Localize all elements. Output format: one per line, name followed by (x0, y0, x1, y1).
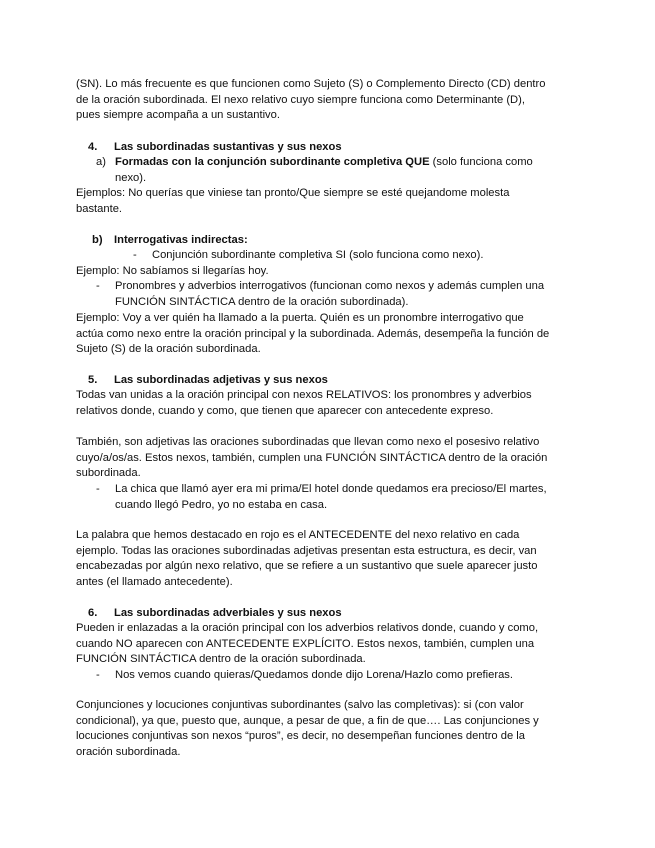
bullet-text: FUNCIÓN SINTÁCTICA dentro de la oración subordinada). (115, 295, 409, 308)
text-line: pues siempre acompaña a un sustantivo. (76, 109, 280, 122)
dash-marker: - (96, 669, 100, 681)
section-number: 5. (88, 374, 98, 386)
text-line: Conjunciones y locuciones conjuntivas subordinantes (salvo las completivas): si (con valor (76, 699, 524, 711)
dash-marker: - (96, 280, 100, 292)
subsection-text: nexo). (115, 171, 147, 184)
section-5-paragraph (76, 388, 581, 419)
section-4-heading (88, 140, 342, 156)
bullet-item (96, 482, 576, 513)
section-6-paragraph (76, 698, 581, 760)
intro-paragraph (76, 77, 581, 124)
example-paragraph (76, 311, 581, 358)
section-5-heading (88, 373, 328, 389)
bullet-text: cuando llegó Pedro, yo no estaba en casa. (115, 498, 328, 511)
text-line: Ejemplos: No querías que viniese tan pronto/Que siempre se esté quejandome molesta (76, 187, 510, 199)
bullet-text: Pronombres y adverbios interrogativos (funcionan como nexos y además cumplen una (115, 280, 545, 292)
text-line: ejemplo. Todas las oraciones subordinadas adjetivas presentan esta estructura, es decir, van (76, 544, 537, 557)
text-line: actúa como nexo entre la oración principal y la subordinada. Además, desempeña la función de (76, 327, 550, 340)
text-line: bastante. (76, 202, 123, 215)
subsection-bold-text: Formadas con la conjunción subordinante completiva QUE (115, 156, 430, 168)
text-line: condicional), ya que, puesto que, aunque, a pesar de que, a fin de que…. Las conjunciones y (76, 714, 539, 727)
section-5-paragraph (76, 528, 581, 590)
text-line: También, son adjetivas las oraciones subordinadas que llevan como nexo el posesivo relativo (76, 436, 540, 448)
subsection-b-heading (92, 233, 248, 249)
text-line: subordinada. (76, 467, 141, 480)
bullet-item (96, 668, 576, 684)
subsection-a (96, 155, 566, 186)
text-line: Ejemplo: Voy a ver quién ha llamado a la puerta. Quién es un pronombre interrogativo que (76, 312, 524, 324)
section-title: Las subordinadas sustantivas y sus nexos (114, 141, 342, 153)
text-line: Pueden ir enlazadas a la oración principal con los adverbios relativos donde, cuando y como, (76, 622, 539, 634)
bullet-text: Nos vemos cuando quieras/Quedamos donde dijo Lorena/Hazlo como prefieras. (115, 669, 514, 681)
text-line: oración subordinada. (76, 745, 181, 758)
bullet-text: Conjunción subordinante completiva SI (solo funciona como nexo). (152, 249, 484, 261)
example-line (76, 264, 581, 280)
text-line: cuyo/a/os/as. Estos nexos, también, cumplen una FUNCIÓN SINTÁCTICA dentro de la oración (76, 451, 548, 464)
text-line: relativos donde, cuando y como, que tienen que aparecer con antecedente expreso. (76, 404, 494, 417)
bullet-item (133, 248, 573, 264)
text-line: antes (el llamado antecedente). (76, 575, 233, 588)
section-5-paragraph (76, 435, 581, 482)
text-line: locuciones conjuntivas son nexos “puros”, es decir, no desempeñan funciones dentro de la (76, 730, 526, 743)
text-line: Ejemplo: No sabíamos si llegarías hoy. (76, 265, 269, 277)
text-line: Sujeto (S) de la oración subordinada. (76, 343, 261, 356)
dash-marker: - (96, 483, 100, 495)
text-line: FUNCIÓN SINTÁCTICA dentro de la oración subordinada. (76, 653, 366, 666)
section-number: 4. (88, 141, 98, 153)
bullet-item (96, 279, 576, 310)
text-line: encabezadas por algún nexo relativo, que se refiere a un sustantivo que suele aparecer justo (76, 560, 538, 573)
text-line: Todas van unidas a la oración principal con nexos RELATIVOS: los pronombres y adverbios (76, 389, 532, 401)
text-line: La palabra que hemos destacado en rojo es el ANTECEDENTE del nexo relativo en cada (76, 529, 520, 541)
section-title: Las subordinadas adverbiales y sus nexos (114, 607, 342, 619)
section-6-heading (88, 606, 342, 622)
subsection-title: Interrogativas indirectas: (114, 234, 248, 246)
section-title: Las subordinadas adjetivas y sus nexos (114, 374, 328, 386)
dash-marker: - (133, 249, 137, 261)
list-marker: b) (92, 234, 103, 246)
section-number: 6. (88, 607, 98, 619)
bullet-text: La chica que llamó ayer era mi prima/El hotel donde quedamos era precioso/El martes, (115, 483, 547, 495)
text-line: cuando NO aparecen con ANTECEDENTE EXPLÍCITO. Estos nexos, también, cumplen una (76, 637, 535, 650)
text-line: de la oración subordinada. El nexo relativo cuyo siempre funciona como Determinante (D), (76, 93, 525, 106)
text-line: (SN). Lo más frecuente es que funcionen como Sujeto (S) o Complemento Directo (CD) dentro (76, 78, 546, 90)
subsection-text: (solo funciona como (429, 156, 533, 168)
list-marker: a) (96, 156, 106, 168)
examples-paragraph (76, 186, 581, 217)
section-6-paragraph (76, 621, 581, 668)
